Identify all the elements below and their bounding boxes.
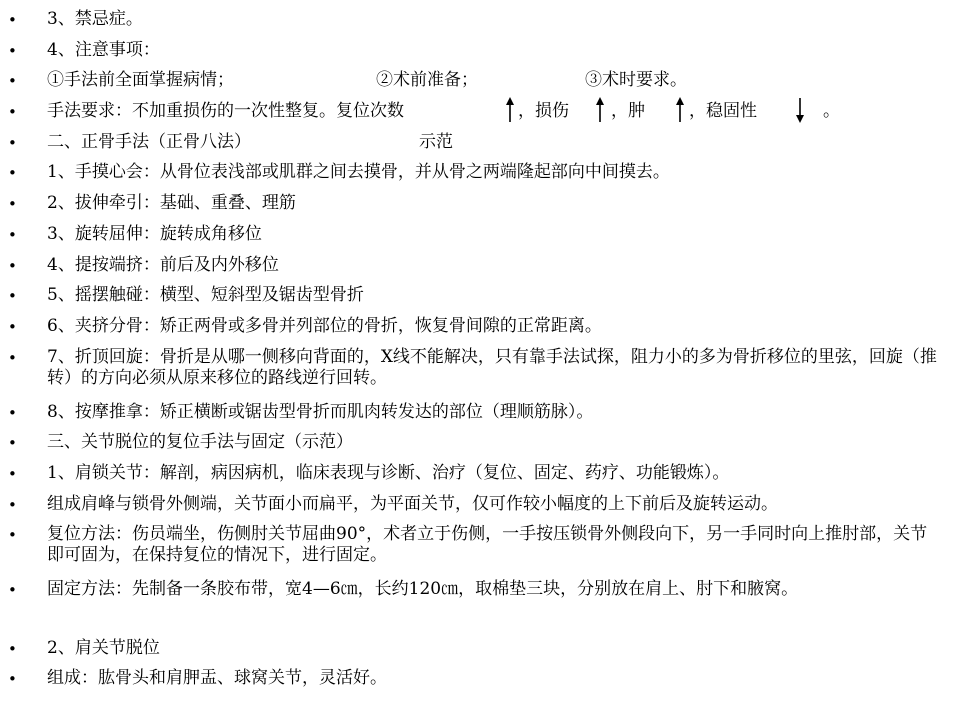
item-text: 3、旋转屈伸：旋转成角移位	[47, 224, 262, 244]
item-text: 固定方法：先制备一条胶布带，宽4—6㎝，长约120㎝，取棉垫三块，分别放在肩上、肘下和腋窝。	[47, 579, 799, 599]
item-text: 2、拔伸牵引：基础、重叠、理筋	[47, 193, 296, 213]
item-text: 组成肩峰与锁骨外侧端，关节面小而扁平，为平面关节，仅可作较小幅度的上下前后及旋转运动。	[47, 494, 778, 514]
section-heading: 二、正骨手法（正骨八法）	[47, 132, 251, 152]
bullet: •	[8, 287, 17, 305]
bullet: •	[8, 640, 17, 658]
item-text: 8、按摩推拿：矫正横断或锯齿型骨折而肌肉转发达的部位（理顺筋脉）。	[47, 402, 594, 422]
bullet: •	[8, 164, 17, 182]
bullet: •	[8, 257, 17, 275]
item-text: 手法要求：不加重损伤的一次性整复。复位次数	[47, 101, 404, 121]
bullet: •	[8, 465, 17, 483]
item-text: ，损伤	[518, 101, 569, 121]
item-text: 示范	[419, 132, 453, 152]
up-arrow-icon	[595, 97, 605, 123]
down-arrow-icon	[795, 97, 805, 123]
item-text: ①手法前全面掌握病情；	[47, 70, 234, 90]
bullet: •	[8, 404, 17, 422]
item-text: 5、摇摆触碰：横型、短斜型及锯齿型骨折	[47, 285, 364, 305]
bullet: •	[8, 434, 17, 452]
item-text: 7、折顶回旋：骨折是从哪一侧移向背面的，X线不能解决，只有靠手法试探，阻力小的多为骨折移位的里弦，回旋（推转）的方向必须从原来移位的路线逆行回转。	[47, 347, 937, 388]
item-text: 6、夹挤分骨：矫正两骨或多骨并列部位的骨折，恢复骨间隙的正常距离。	[47, 316, 602, 336]
item-text: 1、手摸心会：从骨位表浅部或肌群之间去摸骨，并从骨之两端隆起部向中间摸去。	[47, 162, 670, 182]
bullet: •	[8, 134, 17, 152]
item-text: 4、注意事项：	[47, 40, 160, 60]
item-text: 组成：肱骨头和肩胛盂、球窝关节，灵活好。	[47, 668, 387, 688]
bullet: •	[8, 349, 17, 367]
item-text: ③术时要求。	[585, 70, 687, 90]
item-text: ，稳固性	[689, 101, 757, 121]
bullet: •	[8, 11, 17, 29]
bullet: •	[8, 42, 17, 60]
bullet: •	[8, 103, 17, 121]
bullet: •	[8, 670, 17, 688]
bullet: •	[8, 581, 17, 599]
item-text: 复位方法：伤员端坐，伤侧肘关节屈曲90°，术者立于伤侧，一手按压锁骨外侧段向下，另一手同时向上推肘部，关节即可固为，在保持复位的情况下，进行固定。	[47, 524, 928, 565]
item-text: 。	[823, 101, 840, 121]
bullet: •	[8, 195, 17, 213]
section-heading: 三、关节脱位的复位手法与固定（示范）	[47, 432, 353, 452]
up-arrow-icon	[505, 97, 515, 123]
bullet: •	[8, 526, 17, 544]
item-text: ，肿	[611, 101, 645, 121]
item-text: 2、肩关节脱位	[47, 638, 160, 658]
bullet: •	[8, 226, 17, 244]
item-text: 1、肩锁关节：解剖，病因病机，临床表现与诊断、治疗（复位、固定、药疗、功能锻炼）。	[47, 463, 730, 483]
item-text: 4、提按端挤：前后及内外移位	[47, 255, 279, 275]
bullet: •	[8, 318, 17, 336]
item-text: ②术前准备；	[376, 70, 478, 90]
bullet: •	[8, 72, 17, 90]
bullet: •	[8, 496, 17, 514]
up-arrow-icon	[675, 97, 685, 123]
item-text: 3、禁忌症。	[47, 9, 143, 29]
